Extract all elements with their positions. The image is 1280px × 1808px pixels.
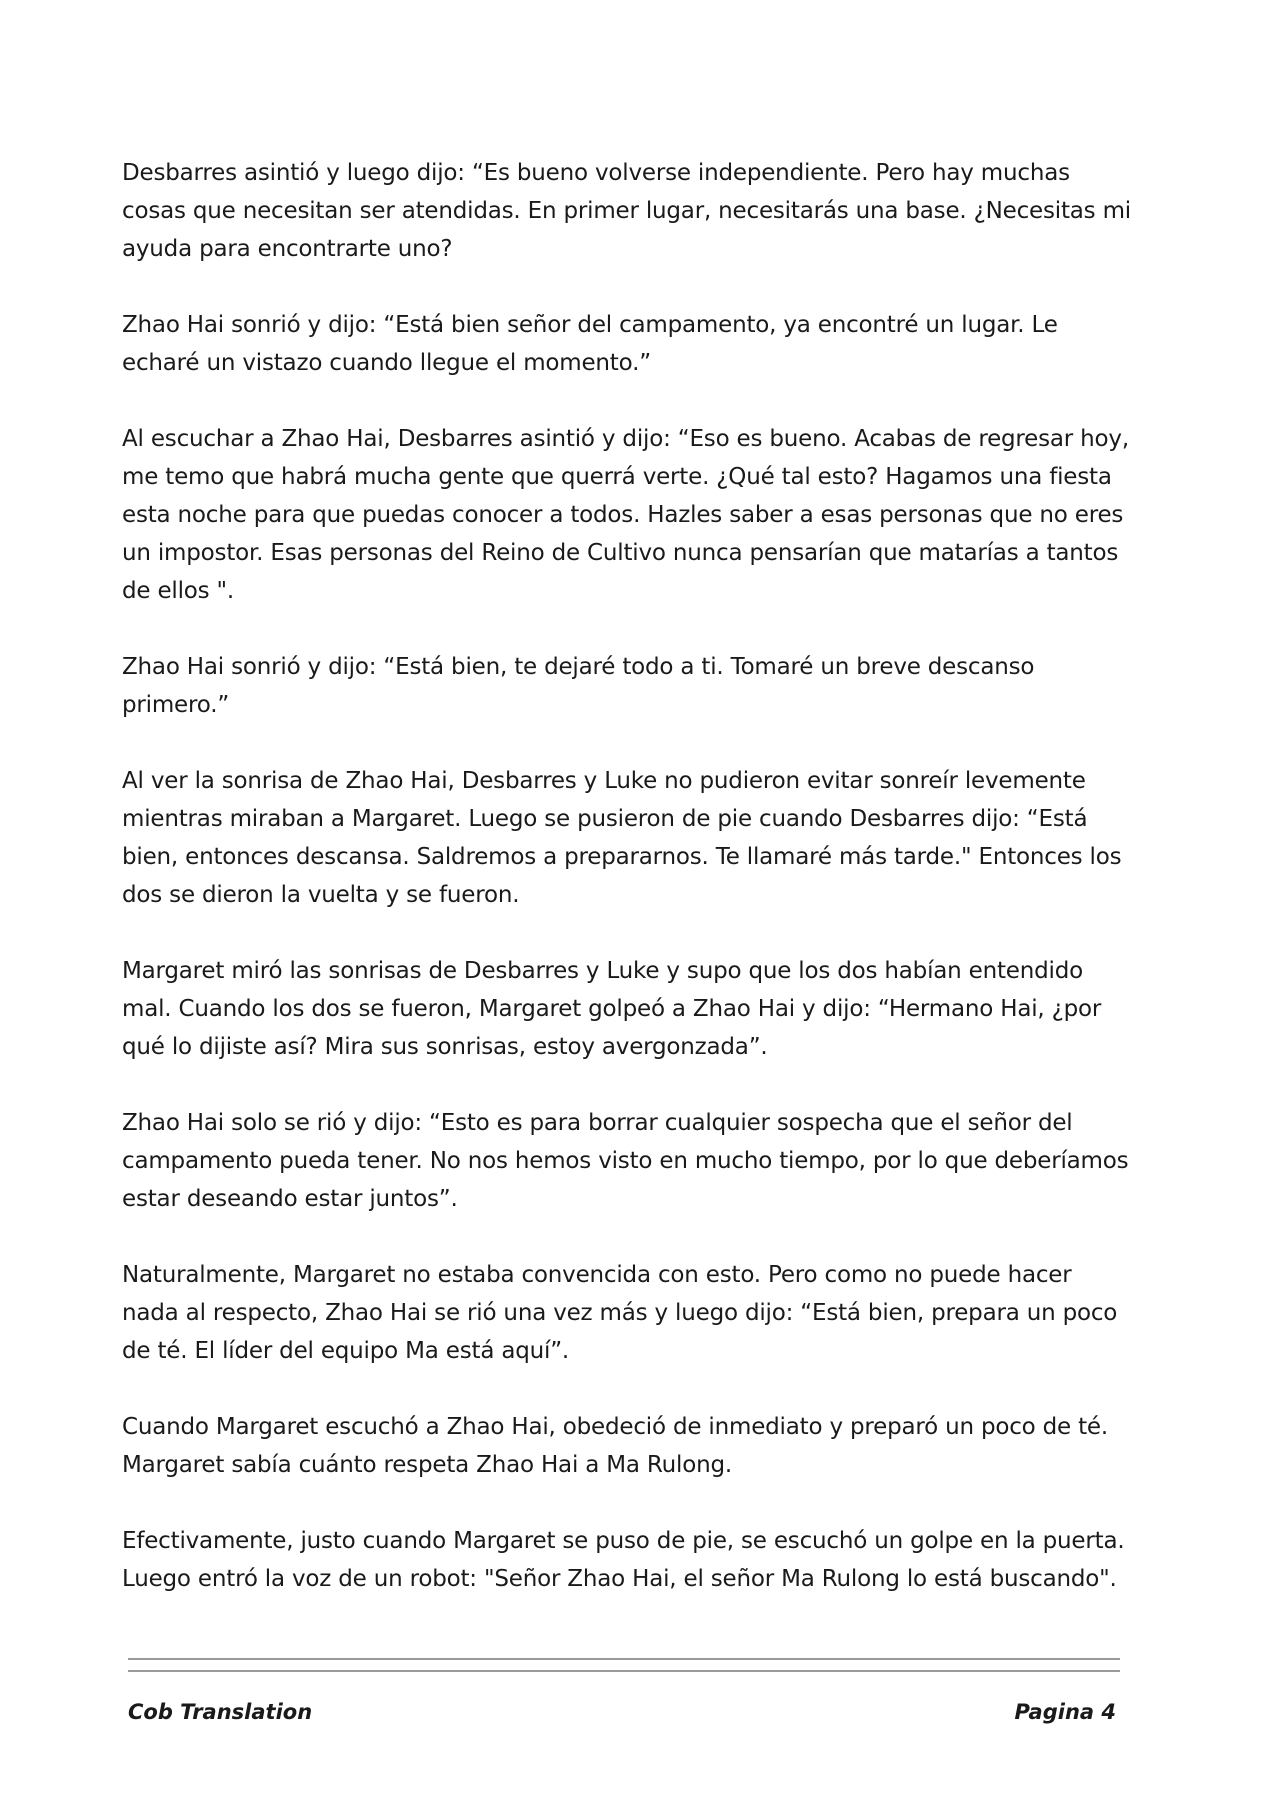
- paragraph: Al escuchar a Zhao Hai, Desbarres asintió y dijo: “Eso es bueno. Acabas de regresar hoy, me temo que habrá mucha gente que querrá verte. ¿Qué tal esto? Hagamos una fiesta esta noche para que puedas conocer a todos. Hazles saber a esas personas que no eres un impostor. Esas personas del Reino de Cultivo nunca pensarían que matarías a tantos de ellos ".: [122, 426, 1129, 604]
- paragraph: Zhao Hai sonrió y dijo: “Está bien señor del campamento, ya encontré un lugar. Le echaré un vistazo cuando llegue el momento.”: [122, 312, 1058, 376]
- footer-translator-credit: Cob Translation: [128, 1700, 313, 1724]
- paragraph: Cuando Margaret escuchó a Zhao Hai, obedeció de inmediato y preparó un poco de té. Margaret sabía cuánto respeta Zhao Hai a Ma Rulong.: [122, 1414, 1108, 1478]
- paragraph: Margaret miró las sonrisas de Desbarres y Luke y supo que los dos habían entendido mal. Cuando los dos se fueron, Margaret golpeó a Zhao Hai y dijo: “Hermano Hai, ¿por qué lo dijiste así? Mira sus sonrisas, estoy avergonzada”.: [122, 958, 1102, 1060]
- footer-page-number: Pagina 4: [1014, 1700, 1116, 1724]
- paragraph: Al ver la sonrisa de Zhao Hai, Desbarres y Luke no pudieron evitar sonreír levemente mientras miraban a Margaret. Luego se pusieron de pie cuando Desbarres dijo: “Está bien, entonces descansa. Saldremos a prepararnos. Te llamaré más tarde." Entonces los dos se dieron la vuelta y se fueron.: [122, 768, 1122, 908]
- paragraph: Zhao Hai sonrió y dijo: “Está bien, te dejaré todo a ti. Tomaré un breve descanso primero.”: [122, 654, 1035, 718]
- paragraph: Efectivamente, justo cuando Margaret se puso de pie, se escuchó un golpe en la puerta. Luego entró la voz de un robot: "Señor Zhao Hai, el señor Ma Rulong lo está buscando".: [122, 1528, 1125, 1592]
- footer-divider-bottom: [128, 1670, 1120, 1672]
- body-text: [122, 154, 1132, 1636]
- paragraph: Desbarres asintió y luego dijo: “Es bueno volverse independiente. Pero hay muchas cosas que necesitan ser atendidas. En primer lugar, necesitarás una base. ¿Necesitas mi ayuda para encontrarte uno?: [122, 160, 1131, 262]
- paragraph: Zhao Hai solo se rió y dijo: “Esto es para borrar cualquier sospecha que el señor del campamento pueda tener. No nos hemos visto en mucho tiempo, por lo que deberíamos estar deseando estar juntos”.: [122, 1110, 1129, 1212]
- footer-divider-top: [128, 1658, 1120, 1660]
- paragraph: Naturalmente, Margaret no estaba convencida con esto. Pero como no puede hacer nada al respecto, Zhao Hai se rió una vez más y luego dijo: “Está bien, prepara un poco de té. El líder del equipo Ma está aquí”.: [122, 1262, 1118, 1364]
